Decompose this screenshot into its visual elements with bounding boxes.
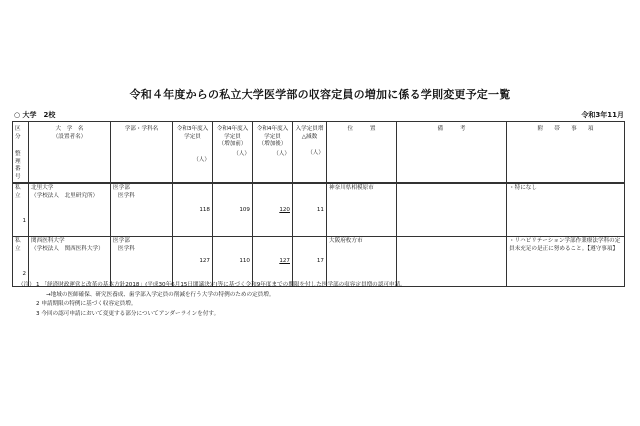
kubun-cell: 私立 2 <box>13 237 29 287</box>
footnote-1-detail: →地域の医師確保、研究医養成、歯学部入学定員の削減を行う大学の特例のための定員増。 <box>46 291 275 298</box>
table-row <box>13 237 625 287</box>
header-conditions: 附 帯 事 項 <box>507 122 625 184</box>
conditions-cell: ・特になし <box>507 183 625 237</box>
header-remarks: 備 考 <box>397 122 507 184</box>
header-capacity-change: 入学定員増△減数 （人） <box>293 122 327 184</box>
capacity-r4-after-cell: 127 <box>253 237 293 287</box>
remarks-cell <box>397 237 507 287</box>
faculty-cell: 医学部 医学科 <box>111 183 173 237</box>
document-date: 令和3年11月 <box>581 111 624 119</box>
capacity-r3-cell: 127 <box>173 237 213 287</box>
capacity-r4-before-cell: 110 <box>213 237 253 287</box>
header-capacity-r3: 令和3年度入学定員 （人） <box>173 122 213 184</box>
kubun-cell: 私立 1 <box>13 183 29 237</box>
header-university: 大 学 名 （設置者名） <box>29 122 111 184</box>
university-cell: 北里大学 （学校法人 北里研究所） <box>29 183 111 237</box>
conditions-cell: ・リハビリテーション学部作業療法学科の定員未充足の是正に努めること。【遵守事項】 <box>507 237 625 287</box>
capacity-r4-before-cell: 109 <box>213 183 253 237</box>
page-title: 令和４年度からの私立大学医学部の収容定員の増加に係る学則変更予定一覧 <box>129 88 511 101</box>
header-faculty: 学部・学科名 <box>111 122 173 184</box>
header-location: 位 置 <box>327 122 397 184</box>
footnotes <box>18 281 406 319</box>
capacity-change-cell: 11 <box>293 183 327 237</box>
header-capacity-r4-after: 令和4年度入学定員 （増加後） （人） <box>253 122 293 184</box>
header-kubun: 区分 整理番号 <box>13 122 29 184</box>
footnote-1: （注）1 「経済財政運営と改革の基本方針2018」(平成30年6月15日閣議決定)等に基づく令和9年度までの期限を付した医学部の収容定員増の認可申請。 <box>18 282 406 288</box>
change-plan-table <box>12 121 625 287</box>
capacity-r3-cell: 118 <box>173 183 213 237</box>
location-cell: 大阪府枚方市 <box>327 237 397 287</box>
footnote-2: 2 申請期限の特例に基づく収容定員増。 <box>36 301 137 307</box>
location-cell: 神奈川県相模原市 <box>327 183 397 237</box>
table-row <box>13 183 625 237</box>
table-header-row <box>13 122 625 184</box>
capacity-change-cell: 17 <box>293 237 327 287</box>
header-capacity-r4-before: 令和4年度入学定員 （増加前） （人） <box>213 122 253 184</box>
university-cell: 関西医科大学 （学校法人 関西医科大学） <box>29 237 111 287</box>
capacity-r4-after-cell: 120 <box>253 183 293 237</box>
footnote-3: 3 今回の認可申請において変更する部分についてアンダーラインを付す。 <box>36 310 220 317</box>
remarks-cell <box>397 183 507 237</box>
faculty-cell: 医学部 医学科 <box>111 237 173 287</box>
university-count: ○ 大学 2校 <box>14 111 56 119</box>
